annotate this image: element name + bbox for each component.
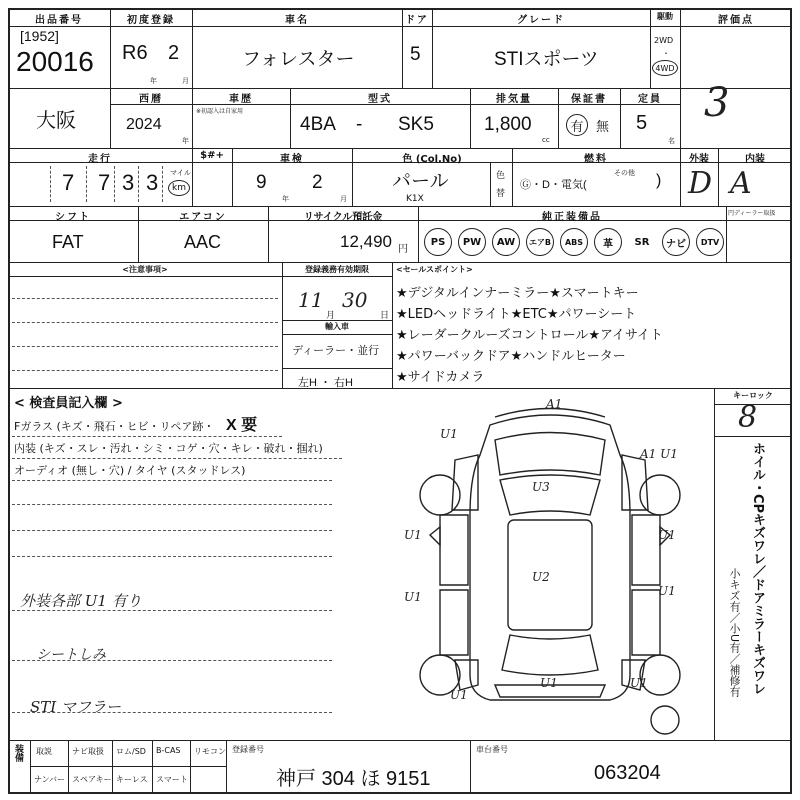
drive-dot: ・	[662, 49, 670, 58]
divider	[8, 276, 392, 277]
divider	[8, 262, 792, 263]
footer-item: キーレス	[116, 775, 148, 784]
displacement-label: 排気量	[496, 94, 532, 105]
divider	[282, 368, 392, 369]
divider	[30, 766, 226, 767]
interior-grade: A	[730, 166, 752, 201]
score-label: 評価点	[718, 15, 754, 26]
damage-mark: U1	[450, 688, 468, 702]
divider	[110, 8, 111, 148]
inspector-dash	[12, 556, 332, 557]
first-reg-era: R6	[122, 42, 148, 64]
ac-label: エアコン	[179, 212, 227, 223]
sales-label: <セールスポイント>	[396, 265, 473, 274]
shaken-year-unit: 年	[282, 195, 289, 203]
damage-mark: U1	[630, 676, 648, 690]
inspector-line: Fガラス (キズ・飛石・ヒビ・リペア跡・	[14, 420, 215, 433]
divider	[8, 740, 792, 741]
shaken-label: 車検	[280, 154, 304, 165]
chassis-label: 車台番号	[476, 745, 508, 754]
sales-point: ★LEDヘッドライト★ETC★パワーシート	[396, 307, 637, 322]
shaken-year: 9	[256, 172, 267, 193]
footer-item: リモコン	[194, 747, 226, 756]
inspector-dash	[12, 458, 342, 459]
caution-line	[12, 322, 278, 323]
grade-label: グレード	[517, 15, 565, 26]
region: 大阪	[36, 110, 76, 132]
divider	[714, 436, 792, 437]
ac: AAC	[184, 232, 222, 252]
displacement: 1,800	[484, 114, 532, 135]
caution-line	[12, 298, 278, 299]
damage-mark: A1	[546, 397, 563, 411]
capacity: 5	[636, 112, 648, 134]
footer-item: スペアキー	[72, 775, 112, 784]
damage-mark: U1	[658, 584, 676, 598]
drive-label: 駆動	[657, 12, 673, 21]
divider	[8, 26, 792, 27]
doors: 5	[410, 44, 421, 65]
inspector-dash	[12, 504, 332, 505]
equipment-item: AW	[492, 228, 520, 256]
grade: STIスポーツ	[494, 49, 599, 70]
drive-4wd-circled: 4WD	[652, 60, 678, 76]
divider	[470, 740, 471, 794]
inspector-line: 内装 (キズ・スレ・汚れ・シミ・コゲ・穴・キレ・破れ・掴れ)	[14, 442, 323, 455]
inspector-dash	[12, 530, 332, 531]
year: 2024	[126, 116, 162, 133]
recycle: 12,490	[340, 232, 392, 251]
footer-side-label: 装備	[13, 744, 23, 762]
color-change-1: 色	[496, 171, 506, 181]
recycle-unit: 円	[398, 244, 408, 255]
equipment-item: PS	[424, 228, 452, 256]
equipment-item: ABS	[560, 228, 588, 256]
divider	[192, 8, 193, 148]
divider	[30, 740, 31, 794]
divider	[490, 162, 491, 206]
fuel-options: Ⓖ・D・電気(	[520, 179, 587, 191]
model-code: SK5	[398, 114, 434, 135]
car-name-label: 車名	[285, 15, 309, 26]
shaken-month: 2	[312, 172, 323, 193]
shift-label: シフト	[55, 212, 91, 223]
drive-2wd: 2WD	[654, 36, 674, 45]
expiry-label: 登録義務有効期限	[305, 265, 369, 274]
damage-mark: U1	[404, 528, 422, 542]
mileage-digit-2: 7	[98, 170, 111, 195]
x-required: X 要	[226, 417, 258, 434]
color-label: 色 (Col.No)	[402, 154, 462, 165]
color-code: K1X	[406, 194, 424, 204]
displacement-unit: cc	[542, 136, 550, 144]
mileage-label: 走行	[88, 154, 112, 165]
expiry-month-unit: 月	[326, 311, 336, 321]
divider	[392, 262, 393, 388]
footer-item: ナンバー	[34, 775, 66, 784]
equipment-label: 純正装備品	[542, 212, 602, 223]
damage-mark: U1	[658, 528, 676, 542]
equipment-item: ナビ	[662, 228, 690, 256]
equipment-item: 革	[594, 228, 622, 256]
exterior-grade: D	[688, 166, 713, 201]
digit-sep	[86, 166, 87, 202]
year-label: 西暦	[139, 94, 163, 105]
reg-label: 登録番号	[232, 745, 264, 754]
divider	[8, 388, 792, 389]
digit-sep	[138, 166, 139, 202]
shift: FAT	[52, 232, 84, 252]
fuel-other: その他	[614, 169, 635, 177]
sales-point: ★サイドカメラ	[396, 370, 485, 385]
equipment-item: PW	[458, 228, 486, 256]
inspector-line: オーディオ (無し・穴) / タイヤ (スタッドレス)	[14, 464, 246, 477]
caution-line	[12, 346, 278, 347]
handwritten-note: シートしみ	[36, 647, 106, 663]
car-name: フォレスター	[242, 49, 355, 70]
divider	[226, 740, 227, 794]
equipment-item: DTV	[696, 228, 724, 256]
warranty-no: 無	[596, 119, 610, 134]
lot-bracket: [1952]	[20, 28, 59, 44]
equipment-item: エアB	[526, 228, 554, 256]
handwritten-note: STI マフラー	[30, 698, 121, 716]
model-label: 型式	[368, 94, 392, 105]
lot-number: 20016	[16, 46, 94, 77]
first-reg-label: 初度登録	[127, 15, 175, 26]
interior-label: 内装	[745, 154, 765, 165]
color: パール	[392, 171, 449, 192]
warranty-yes-circled: 有	[566, 114, 588, 136]
shaken-month-unit: 月	[340, 195, 347, 203]
divider	[8, 206, 792, 207]
year-unit-2: 年	[182, 137, 189, 145]
reg-number: 神戸 304 ほ 9151	[276, 768, 431, 790]
equipment-item: SR	[634, 236, 650, 248]
divider	[680, 8, 681, 148]
vertical-label: ホイル・CPキズワレ／ドアミラーキズワレ	[750, 442, 765, 696]
inspector-dash	[12, 480, 332, 481]
warranty-label: 保証書	[571, 94, 607, 105]
footer-item: B-CAS	[156, 746, 181, 755]
mileage-digit-4: 3	[146, 170, 159, 195]
import-label: 輸入車	[325, 322, 349, 331]
capacity-label: 定員	[638, 94, 662, 105]
damage-mark: A1 U1	[640, 447, 678, 461]
equipment-list	[424, 228, 792, 256]
inspection-sub: ※初認入は自家用	[196, 108, 244, 115]
inspection-label: 車歴	[229, 94, 253, 105]
mileage-digit-3: 3	[122, 170, 135, 195]
damage-mark: U1	[440, 427, 458, 441]
exterior-label: 外装	[689, 154, 709, 165]
damage-mark: U2	[532, 570, 550, 584]
digit-sep	[114, 166, 115, 202]
model-dash: -	[356, 114, 363, 135]
keylock-label: キーロック	[733, 391, 773, 400]
lot-label: 出品番号	[35, 15, 83, 26]
divider	[714, 388, 715, 740]
key-label: 円ディーラー取扱	[728, 210, 776, 217]
divider	[152, 740, 153, 794]
recycle-label: リサイクル預託金	[303, 212, 383, 223]
chassis-number: 063204	[594, 762, 661, 784]
capacity-unit: 名	[668, 137, 675, 145]
footer-item: ナビ取扱	[72, 747, 104, 756]
divider	[112, 740, 113, 794]
mileage-unit-km-circled: km	[168, 180, 190, 196]
digit-sep	[162, 166, 163, 202]
damage-mark: U3	[532, 480, 550, 494]
damage-mark: U1	[540, 676, 558, 690]
handwritten-note: 外装各部 U1 有り	[20, 592, 142, 610]
expiry-day-unit: 日	[380, 311, 390, 321]
year-unit: 年	[150, 77, 157, 85]
divider	[190, 740, 191, 794]
mileage-digit-1: 7	[62, 170, 75, 195]
inspector-dash	[12, 436, 282, 437]
model-prefix: 4BA	[300, 114, 336, 135]
caution-line	[12, 370, 278, 371]
vertical-small-label: 小キズ有／小U有／補修有	[728, 568, 741, 698]
footer-item: スマート	[156, 775, 188, 784]
keylock-value: 8	[738, 400, 758, 435]
footer-item: ロム/SD	[116, 747, 146, 756]
color-change-2: 替	[496, 189, 506, 199]
steering-option: 左H ・ 右H	[298, 377, 353, 389]
sales-point: ★レーダークルーズコントロール★アイサイト	[396, 328, 663, 343]
dealer-option: ディーラー・並行	[292, 345, 380, 357]
digit-sep	[50, 166, 51, 202]
inspector-title: < 検査員記入欄 >	[14, 396, 123, 411]
sales-point: ★デジタルインナーミラー★スマートキー	[396, 286, 639, 301]
door-label: ドア	[405, 15, 429, 26]
divider	[8, 88, 792, 89]
sales-point: ★パワーバックドア★ハンドルヒーター	[396, 349, 626, 364]
mileage-unit-mile: マイル	[170, 169, 191, 177]
expiry-day: 30	[342, 288, 368, 312]
caution-label: <注意事項>	[122, 265, 168, 274]
expiry-month: 11	[298, 288, 324, 312]
month-unit: 月	[182, 77, 189, 85]
score: 3	[704, 80, 730, 126]
fuel-close: )	[656, 172, 662, 189]
divider	[8, 148, 792, 149]
meter-label: $#+	[200, 150, 224, 161]
footer-item: 取説	[36, 747, 52, 756]
divider	[68, 740, 69, 794]
divider	[282, 334, 392, 335]
first-reg-month: 2	[168, 42, 180, 64]
damage-mark: U1	[404, 590, 422, 604]
fuel-label: 燃料	[584, 154, 608, 165]
